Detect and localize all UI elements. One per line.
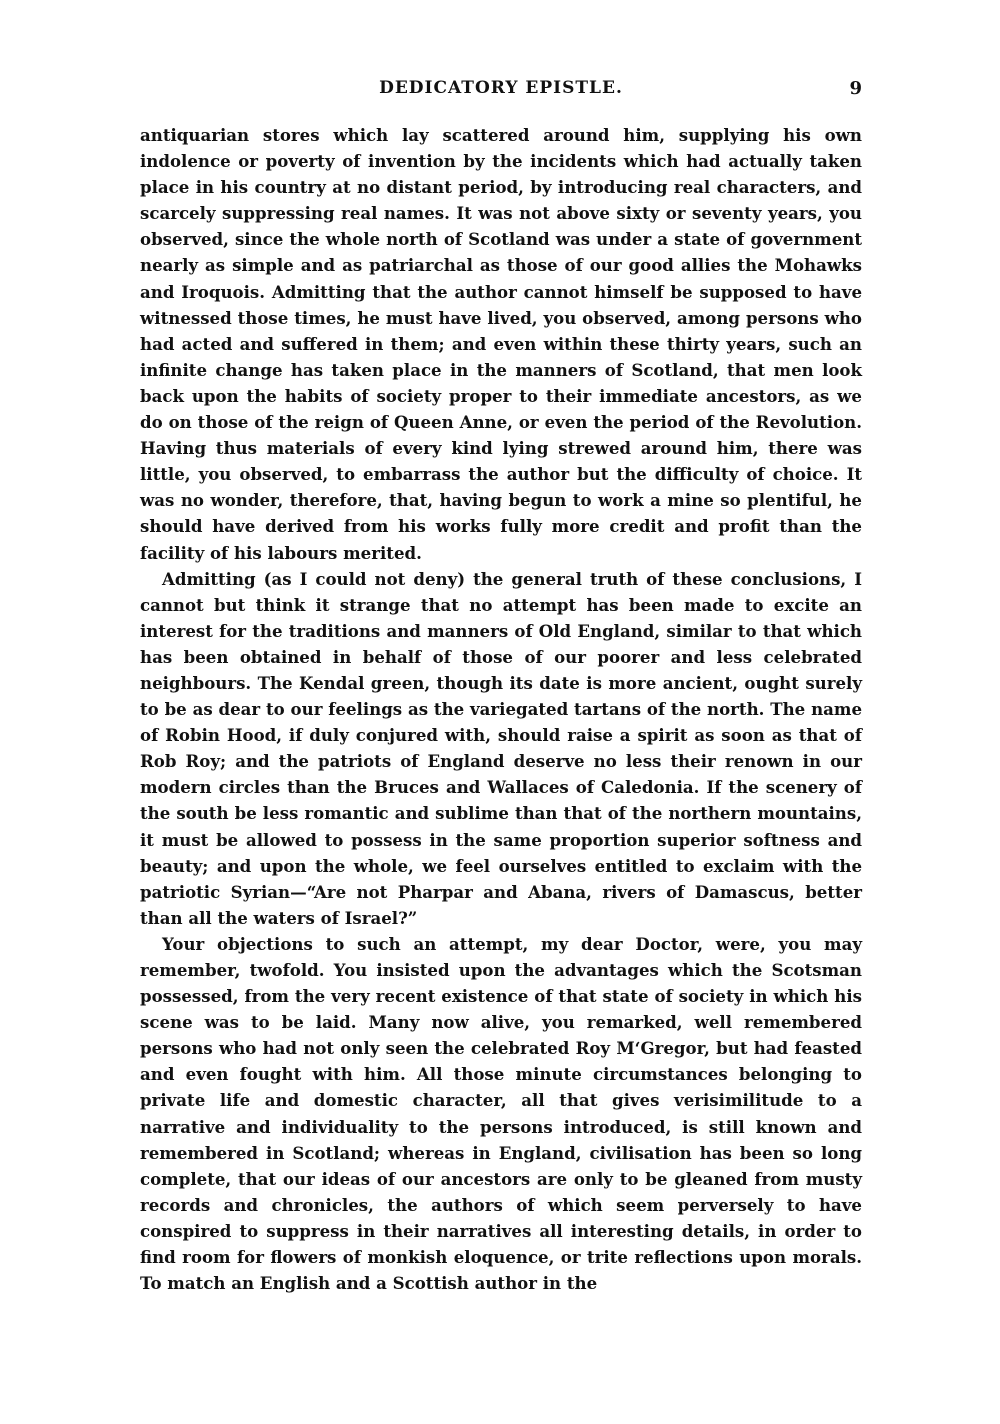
page-number: 9	[849, 78, 862, 99]
paragraph-3: Your objections to such an attempt, my dear Doctor, were, you may remember, twofold. You insisted upon the advantages which the Scotsman possessed, from the very recent existence of that state of society in which his scene was to be laid. Many now alive, you remarked, well remembered persons who had not only seen the celebrated Roy M‘Gregor, but had feasted and even fought with him. All those minute circumstances belonging to private life and domestic character, all that gives verisimilitude to a narrative and individuality to the persons introduced, is still known and remembered in Scotland; whereas in England, civilisation has been so long complete, that our ideas of our ancestors are only to be gleaned from musty records and chronicles, the authors of which seem perversely to have conspired to suppress in their narratives all interesting details, in order to find room for flowers of monkish eloquence, or trite reflections upon morals. To match an English and a Scottish author in the	[140, 933, 862, 1294]
running-head-title: DEDICATORY EPISTLE.	[379, 78, 623, 98]
paragraph-1: antiquarian stores which lay scattered around him, supplying his own indolence or poverty of invention by the incidents which had actually taken place in his country at no distant period, by introducing real characters, and scarcely suppressing real names. It was not above sixty or seventy years, you observed, since the whole north of Scotland was under a state of government nearly as simple and as patriarchal as those of our good allies the Mohawks and Iroquois. Admitting that the author cannot himself be supposed to have witnessed those times, he must have lived, you observed, among persons who had acted and suffered in them; and even within these thirty years, such an infinite change has taken place in the manners of Scotland, that men look back upon the habits of society proper to their immediate ancestors, as we do on those of the reign of Queen Anne, or even the period of the Revolution. Having thus materials of every kind lying strewed around him, there was little, you observed, to embarrass the author but the difficulty of choice. It was no wonder, therefore, that, having begun to work a mine so plentiful, he should have derived from his works fully more credit and profit than the facility of his labours merited.	[140, 125, 862, 563]
running-head	[140, 78, 862, 108]
paragraph-2: Admitting (as I could not deny) the general truth of these conclusions, I cannot but think it strange that no attempt has been made to excite an interest for the traditions and manners of Old England, similar to that which has been obtained in behalf of those of our poorer and less celebrated neighbours. The Kendal green, though its date is more ancient, ought surely to be as dear to our feelings as the variegated tartans of the north. The name of Robin Hood, if duly conjured with, should raise a spirit as soon as that of Rob Roy; and the patriots of England deserve no less their renown in our modern circles than the Bruces and Wallaces of Caledonia. If the scenery of the south be less romantic and sublime than that of the northern mountains, it must be allowed to possess in the same proportion superior softness and beauty; and upon the whole, we feel ourselves entitled to exclaim with the patriotic Syrian—“Are not Pharpar and Abana, rivers of Damascus, better than all the waters of Israel?”	[140, 568, 862, 928]
page	[140, 78, 862, 1296]
body-text	[140, 122, 862, 1296]
